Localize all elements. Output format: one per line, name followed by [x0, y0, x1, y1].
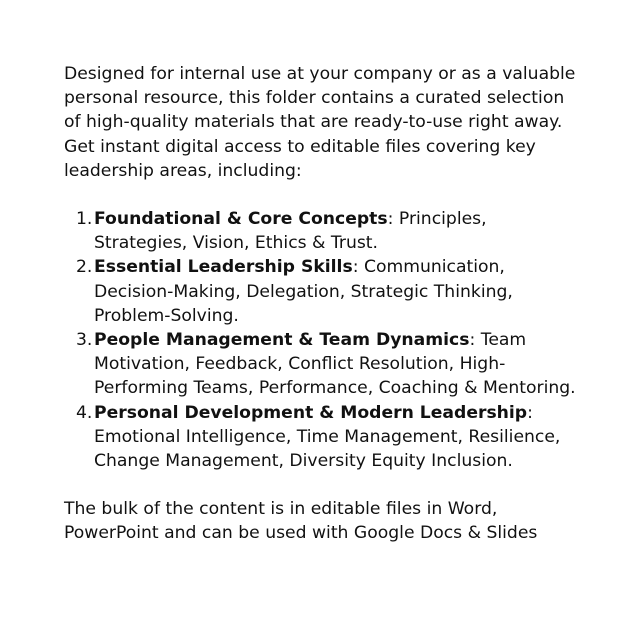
list-item-text: Team Motivation, Feedback, Conflict Resolution, High-Performing Teams, Performance, Coaching & Mentoring. [94, 330, 576, 399]
intro-section [64, 62, 582, 183]
list-item-number: 1. [76, 209, 93, 230]
list-item-number: 3. [76, 330, 93, 351]
list-item [64, 328, 582, 401]
list-item-separator: : [352, 257, 364, 278]
leadership-areas-list [64, 207, 582, 473]
list-item-title: Foundational & Core Concepts [94, 209, 388, 230]
list-item [64, 401, 582, 474]
list-item-number: 2. [76, 257, 93, 278]
list-item-separator: : [469, 330, 481, 351]
list-item-text: Principles, Strategies, Vision, Ethics & Trust. [94, 209, 487, 254]
list-item [64, 255, 582, 328]
list-item-number: 4. [76, 402, 93, 423]
list-item-text: Communication, Decision-Making, Delegation, Strategic Thinking, Problem-Solving. [94, 257, 513, 326]
intro-paragraph-2: Get instant digital access to editable files covering key leadership areas, including: [64, 136, 536, 181]
list-item [64, 207, 582, 255]
list-item-title: Essential Leadership Skills [94, 257, 353, 278]
outro-paragraph: The bulk of the content is in editable files in Word, PowerPoint and can be used with Google Docs & Slides [64, 499, 538, 544]
list-item-text: Emotional Intelligence, Time Management, Resilience, Change Management, Diversity Equity Inclusion. [94, 426, 561, 472]
intro-paragraph-1: Designed for internal use at your company or as a valuable personal resource, this folder contains a curated selection of high-quality materials that are ready-to-use right away. [64, 64, 576, 133]
list-item-separator: : [527, 402, 533, 423]
list-item-separator: : [387, 209, 399, 230]
list-item-title: People Management & Team Dynamics [94, 330, 470, 351]
list-item-title: Personal Development & Modern Leadership [94, 402, 528, 423]
